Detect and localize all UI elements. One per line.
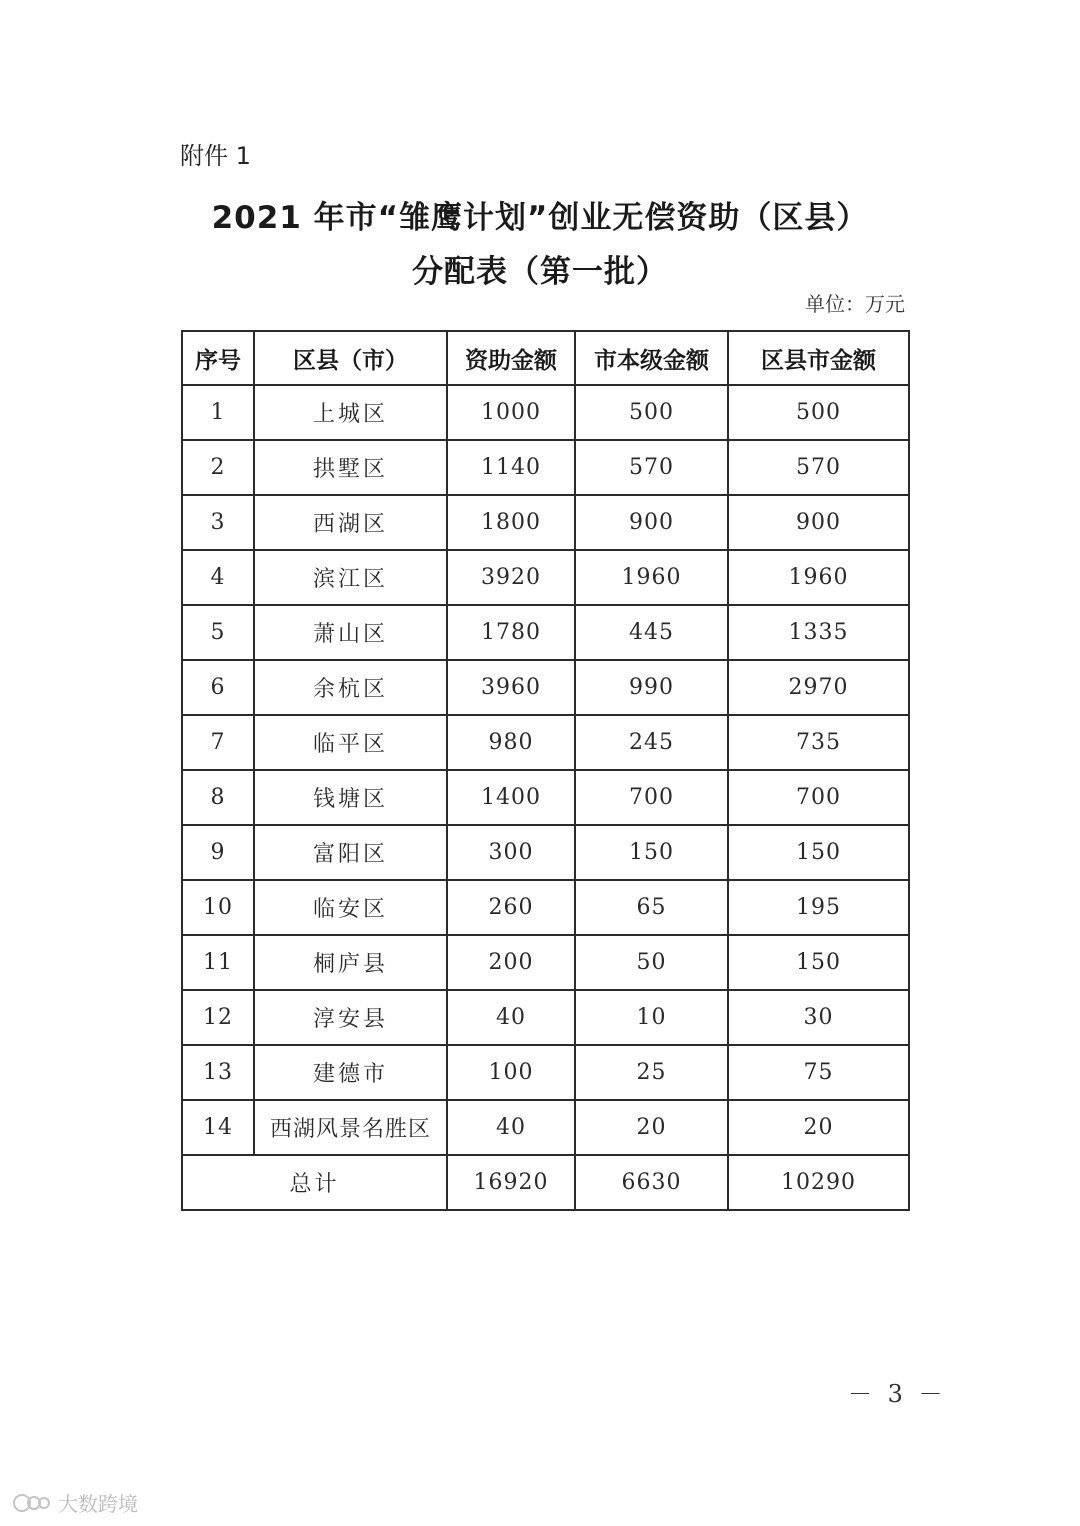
cell-total-amount: 200 (447, 935, 575, 990)
cell-district: 滨江区 (254, 550, 447, 605)
watermark-text: 大数跨境 (58, 1492, 138, 1516)
cell-seq: 13 (182, 1045, 254, 1100)
cell-district-amount: 150 (728, 825, 909, 880)
cell-city-amount: 700 (575, 770, 728, 825)
header-seq: 序号 (182, 331, 254, 385)
cell-seq: 10 (182, 880, 254, 935)
cell-district-amount: 1335 (728, 605, 909, 660)
cell-city-amount: 65 (575, 880, 728, 935)
header-total-amount: 资助金额 (447, 331, 575, 385)
cell-district: 临平区 (254, 715, 447, 770)
cell-total-amount: 1400 (447, 770, 575, 825)
cell-district-amount: 75 (728, 1045, 909, 1100)
cell-district-amount: 570 (728, 440, 909, 495)
table-row (182, 990, 909, 1045)
cell-district-amount: 735 (728, 715, 909, 770)
cell-district: 建德市 (254, 1045, 447, 1100)
table-row (182, 550, 909, 605)
cell-district: 桐庐县 (254, 935, 447, 990)
table-header-row (182, 331, 909, 385)
cell-total-amount: 980 (447, 715, 575, 770)
cell-district: 余杭区 (254, 660, 447, 715)
cell-total-amount: 3960 (447, 660, 575, 715)
total-district-amount: 10290 (728, 1155, 909, 1210)
cell-city-amount: 445 (575, 605, 728, 660)
cell-district: 萧山区 (254, 605, 447, 660)
cell-city-amount: 50 (575, 935, 728, 990)
watermark (12, 1488, 138, 1517)
total-amount: 16920 (447, 1155, 575, 1210)
cell-total-amount: 1780 (447, 605, 575, 660)
cell-total-amount: 40 (447, 1100, 575, 1155)
table-row (182, 935, 909, 990)
table-row (182, 770, 909, 825)
table-total-row (182, 1155, 909, 1210)
table-row (182, 880, 909, 935)
cell-district: 西湖区 (254, 495, 447, 550)
cell-city-amount: 245 (575, 715, 728, 770)
cell-seq: 5 (182, 605, 254, 660)
cell-seq: 3 (182, 495, 254, 550)
cell-district-amount: 30 (728, 990, 909, 1045)
table-row (182, 495, 909, 550)
cell-seq: 12 (182, 990, 254, 1045)
unit-label: 单位：万元 (805, 292, 905, 316)
document-title-line-2: 分配表（第一批） (412, 254, 668, 290)
table-row (182, 1045, 909, 1100)
header-city-amount: 市本级金额 (575, 331, 728, 385)
table-row (182, 660, 909, 715)
cell-district-amount: 2970 (728, 660, 909, 715)
cell-total-amount: 100 (447, 1045, 575, 1100)
cell-district-amount: 20 (728, 1100, 909, 1155)
cell-city-amount: 150 (575, 825, 728, 880)
cell-city-amount: 570 (575, 440, 728, 495)
cell-city-amount: 1960 (575, 550, 728, 605)
watermark-logo-icon (12, 1492, 52, 1514)
cell-city-amount: 900 (575, 495, 728, 550)
cell-seq: 8 (182, 770, 254, 825)
header-district-amount: 区县市金额 (728, 331, 909, 385)
cell-city-amount: 10 (575, 990, 728, 1045)
cell-seq: 11 (182, 935, 254, 990)
cell-seq: 4 (182, 550, 254, 605)
cell-city-amount: 990 (575, 660, 728, 715)
table-row (182, 1100, 909, 1155)
table-row (182, 605, 909, 660)
cell-seq: 6 (182, 660, 254, 715)
table-row (182, 825, 909, 880)
table-row (182, 715, 909, 770)
cell-total-amount: 300 (447, 825, 575, 880)
attachment-label: 附件 1 (180, 142, 251, 170)
cell-district: 临安区 (254, 880, 447, 935)
cell-district: 西湖风景名胜区 (254, 1100, 447, 1155)
cell-seq: 1 (182, 385, 254, 440)
cell-district: 上城区 (254, 385, 447, 440)
table-row (182, 385, 909, 440)
cell-total-amount: 1800 (447, 495, 575, 550)
total-label: 总计 (182, 1155, 447, 1210)
cell-city-amount: 20 (575, 1100, 728, 1155)
cell-seq: 9 (182, 825, 254, 880)
cell-district-amount: 900 (728, 495, 909, 550)
total-city-amount: 6630 (575, 1155, 728, 1210)
cell-total-amount: 1000 (447, 385, 575, 440)
document-title-line-1: 2021 年市“雏鹰计划”创业无偿资助（区县） (211, 200, 869, 236)
allocation-table (181, 330, 910, 1211)
cell-total-amount: 1140 (447, 440, 575, 495)
page-number: － 3 － (848, 1380, 947, 1408)
cell-city-amount: 500 (575, 385, 728, 440)
header-district: 区县（市） (254, 331, 447, 385)
cell-total-amount: 40 (447, 990, 575, 1045)
cell-district-amount: 1960 (728, 550, 909, 605)
table-row (182, 440, 909, 495)
cell-total-amount: 3920 (447, 550, 575, 605)
cell-district: 富阳区 (254, 825, 447, 880)
cell-district: 淳安县 (254, 990, 447, 1045)
cell-seq: 7 (182, 715, 254, 770)
cell-city-amount: 25 (575, 1045, 728, 1100)
cell-district: 钱塘区 (254, 770, 447, 825)
cell-district-amount: 195 (728, 880, 909, 935)
cell-district-amount: 150 (728, 935, 909, 990)
cell-seq: 2 (182, 440, 254, 495)
cell-district-amount: 500 (728, 385, 909, 440)
cell-seq: 14 (182, 1100, 254, 1155)
cell-district-amount: 700 (728, 770, 909, 825)
cell-total-amount: 260 (447, 880, 575, 935)
cell-district: 拱墅区 (254, 440, 447, 495)
